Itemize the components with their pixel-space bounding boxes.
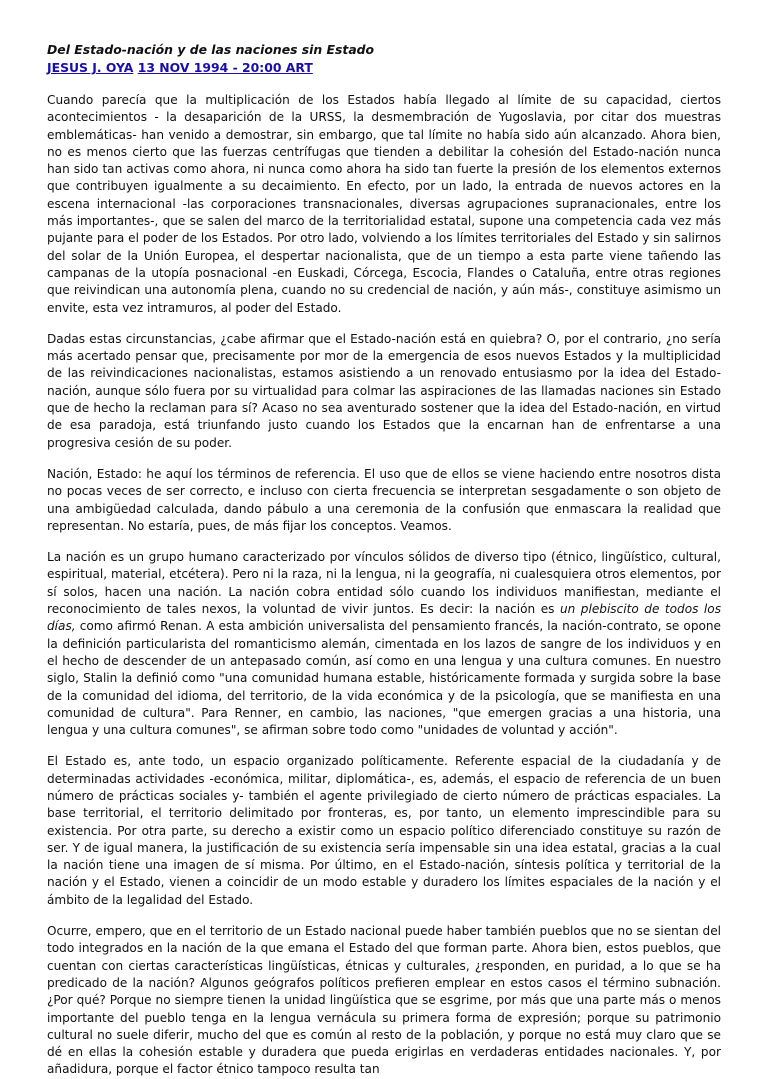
byline (47, 60, 721, 76)
renan-quote: un plebiscito de todos los días, (47, 602, 721, 634)
paragraph: Nación, Estado: he aquí los términos de referencia. El uso que de ellos se viene haciendo entre nosotros dista no pocas veces de ser correcto, e incluso con cierta frecuencia se interpretan sesgadamente o son objeto de una ambigüedad calculada, dando pábulo a una ceremonia de la confusión que enmascara la realidad que representan. No estaría, pues, de más fijar los conceptos. Veamos. (47, 466, 721, 533)
paragraph: Ocurre, empero, que en el territorio de un Estado nacional puede haber también pueblos que no se sientan del todo integrados en la nación de la que emana el Estado del que forman parte. Ahora bien, estos pueblos, que cuentan con ciertas características lingüísticas, étnicas y culturales, ¿responden, en puridad, a lo que se ha predicado de la nación? Algunos geógrafos políticos prefieren emplear en estos casos el término subnación. ¿Por qué? Porque no siempre tienen la unidad lingüística que se esgrime, por más que una parte más o menos importante del pueblo tenga en la lengua vernácula su primera forma de expresión; porque su patrimonio cultural no suele diferir, mucho del que es común al resto de la población, y porque no está muy claro que se dé en ellas la cohesión estable y duradera que pueda erigirlas en verdaderas entidades nacionales. Y, por añadidura, porque el factor étnico tampoco resulta tan (47, 924, 721, 1077)
paragraph: Cuando parecía que la multiplicación de los Estados había llegado al límite de su capacidad, ciertos acontecimientos - la desaparición de la URSS, la desmembración de Yugoslavia, por citar dos muestras emblemáticas- han venido a demostrar, sin embargo, que tal límite no había sido aún alcanzado. Ahora bien, no es menos cierto que las fuerzas centrífugas que tienden a debilitar la cohesión del Estado-nación nunca han sido tan activas como ahora, ni nunca como ahora ha sido tan fuerte la presión de los elementos externos que contribuyen igualmente a su decaimiento. En efecto, por un lado, la entrada de nuevos actores en la escena internacional -las corporaciones transnacionales, diversas agrupaciones supranacionales, entre los más importantes-, que se salen del marco de la territorialidad estatal, supone una competencia cada vez más pujante para el poder de los Estados. Por otro lado, volviendo a los límites territoriales del Estado y sin salirnos del solar de la Unión Europea, el despertar nacionalista, que de un tiempo a esta parte viene tañendo las campanas de la utopía posnacional -en Euskadi, Córcega, Escocia, Flandes o Cataluña, entre otras regiones que reivindican una autonomía plena, cuando no su credencial de nación, y aún más-, constituye asimismo un envite, esta vez intramuros, al poder del Estado. (47, 93, 721, 315)
paragraph: Dadas estas circunstancias, ¿cabe afirmar que el Estado-nación está en quiebra? O, por el contrario, ¿no sería más acertado pensar que, precisamente por mor de la emergencia de esos nuevos Estados y la multiplicidad de las reivindicaciones nacionalistas, estamos asistiendo a un renovado entusiasmo por la idea del Estado-nación, aunque sólo fuera por su virtualidad para colmar las aspiraciones de las llamadas naciones sin Estado que de hecho la reclaman para sí? Acaso no sea aventurado sostener que la idea del Estado-nación, en virtud de esa paradoja, está triunfando justo cuando los Estados que la encarnan han de enfrentarse a una progresiva cesión de su poder. (47, 331, 721, 450)
author-link[interactable]: JESUS J. OYA (47, 60, 134, 75)
article-body (47, 92, 721, 1079)
article-title: Del Estado-nación y de las naciones sin Estado (47, 42, 375, 57)
paragraph: El Estado es, ante todo, un espacio organizado políticamente. Referente espacial de la ciudadanía y de determinadas actividades -económica, militar, diplomática-, es, además, el espacio de referencia de un buen número de prácticas sociales y- también el agente privilegiado de cierto número de prácticas espaciales. La base territorial, el territorio delimitado por fronteras, es, por tanto, un elemento imprescindible para su existencia. Por otra parte, su derecho a existir como un espacio político diferenciado constituye su razón de ser. Y de igual manera, la justificación de su existencia sería impensable sin una idea estatal, gracias a la cual la nación tiene una imagen de sí misma. Por último, en el Estado-nación, síntesis política y territorial de la nación y el Estado, vienen a coincidir de un modo estable y duradero los límites espaciales de la nación y el ámbito de la legalidad del Estado. (47, 754, 721, 907)
paragraph (47, 549, 721, 739)
paragraph-text: La nación es un grupo humano caracterizado por vínculos sólidos de diverso tipo (étnico, lingüístico, cultural, espiritual, material, etcétera). Pero ni la raza, ni la lengua, ni la geografía, ni cualesquiera otros elementos, por sí solos, hacen una nación. La nación cobra entidad sólo cuando los individuos manifiestan, mediante el reconocimiento de tales nexos, la voluntad de vivir juntos. Es decir: la nación es (47, 550, 721, 617)
paragraph-text: como afirmó Renan. A esta ambición universalista del pensamiento francés, la nación-contrato, se opone la definición particularista del romanticismo alemán, cimentada en los lazos de sangre de los individuos y en el hecho de descender de un antepasado común, así como en una lengua y una cultura comunes. En nuestro siglo, Stalin la definió como "una comunidad humana estable, históricamente formada y surgida sobre la base de la comunidad del idioma, del territorio, de la vida económica y de la psicología, que se manifiesta en una comunidad de cultura". Para Renner, en cambio, las naciones, "que emergen gracias a una historia, una lengua y una cultura comunes", se afirman sobre todo como "unidades de voluntad y acción". (47, 619, 721, 738)
date-link[interactable]: 13 NOV 1994 - 20:00 ART (137, 60, 313, 75)
